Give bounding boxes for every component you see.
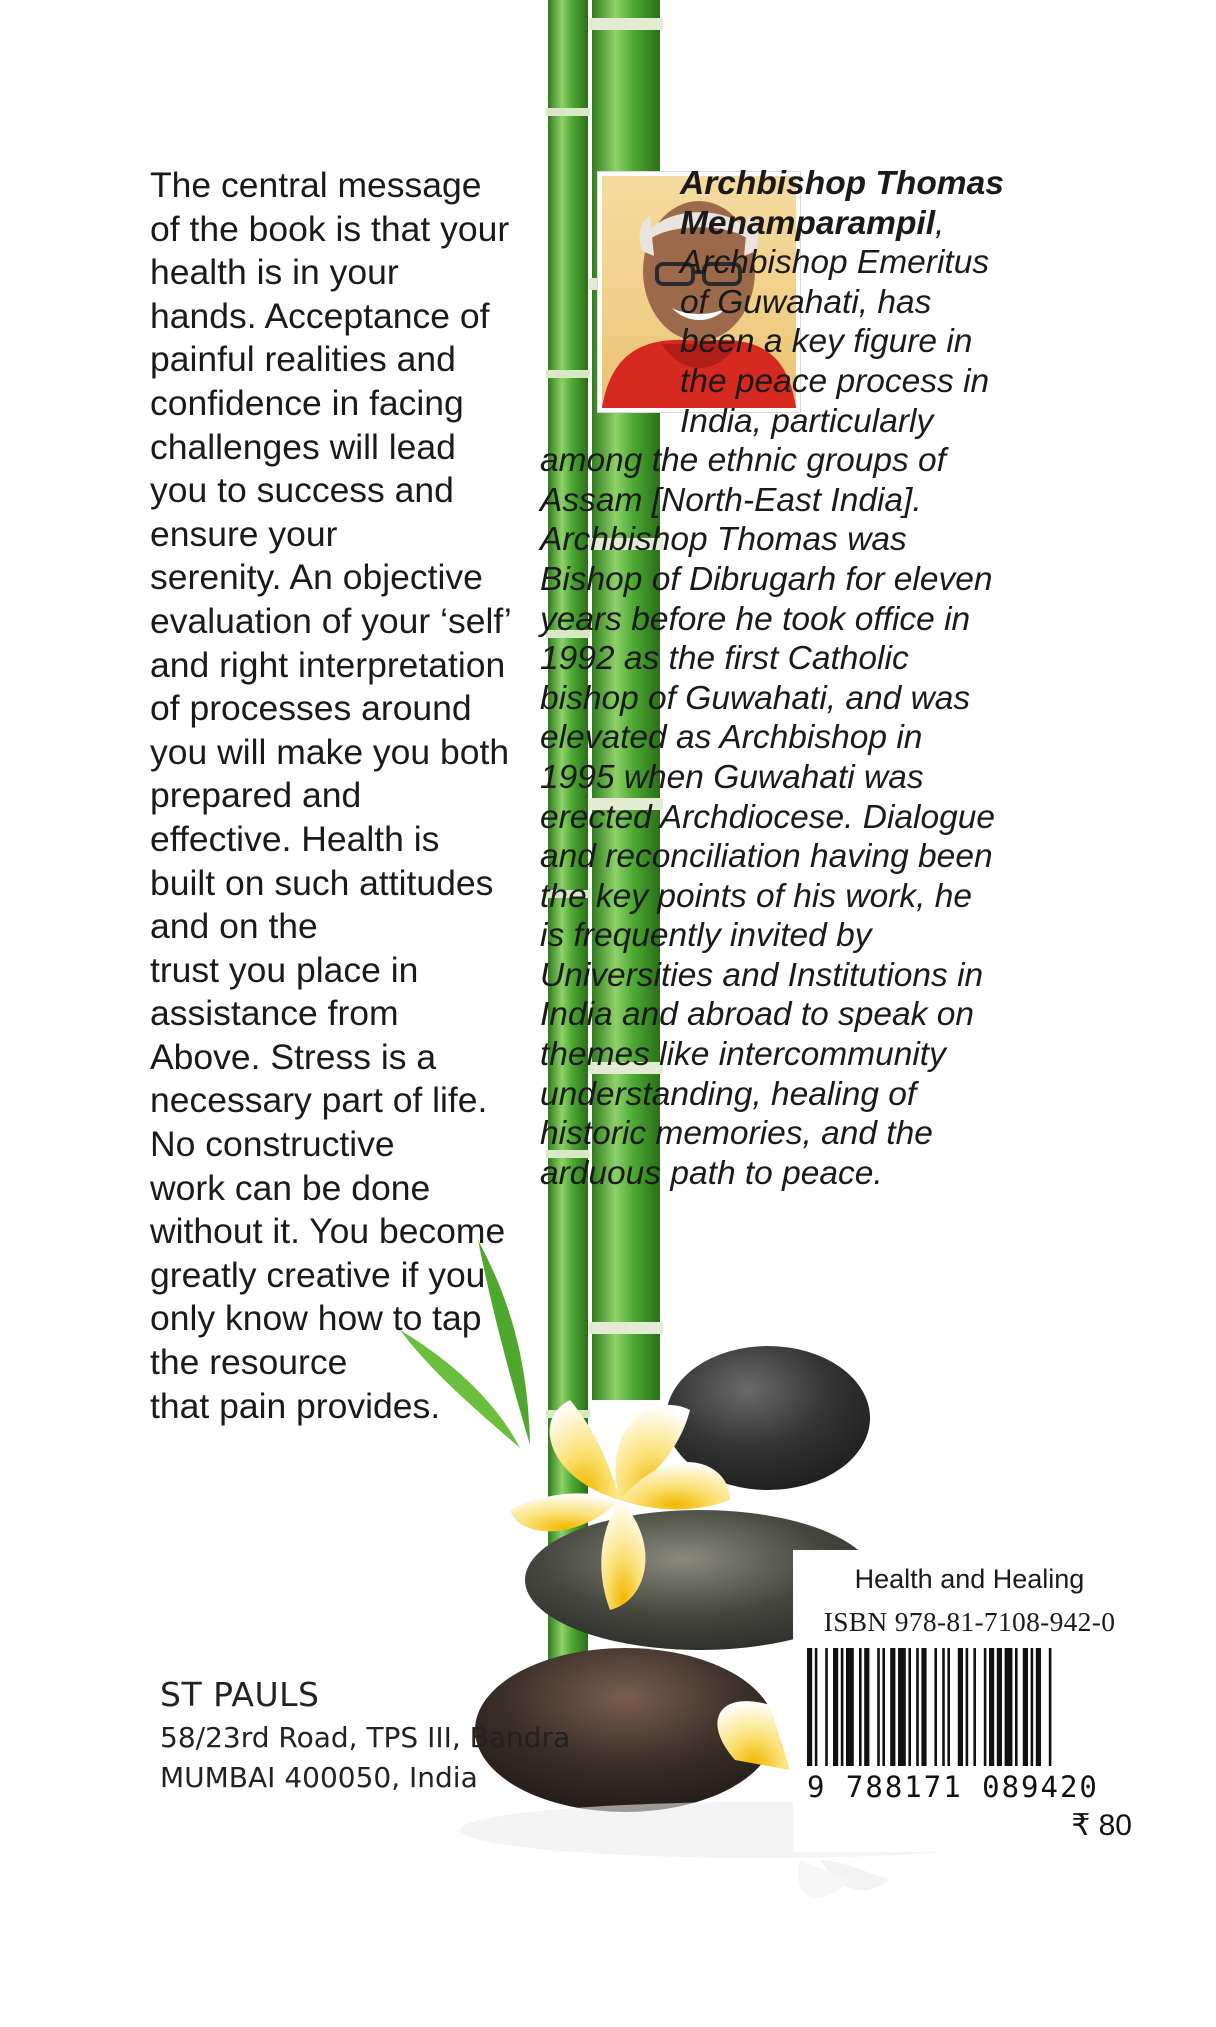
blurb-line: ensure your xyxy=(150,513,338,554)
bio-line: historic memories, and the xyxy=(540,1115,933,1153)
blurb-line: trust you place in xyxy=(150,949,419,990)
blurb-line: necessary part of life. xyxy=(150,1080,488,1121)
blurb-line: the resource xyxy=(150,1342,348,1383)
barcode-book-title: Health and Healing xyxy=(854,1564,1085,1594)
publisher-name: ST PAULS xyxy=(160,1675,320,1714)
isbn-barcode xyxy=(807,1648,1133,1766)
bio-line: arduous path to peace. xyxy=(540,1154,883,1192)
blurb-line: work can be done xyxy=(150,1167,431,1208)
bio-line: 1995 when Guwahati was xyxy=(540,758,924,796)
barcode-bar xyxy=(1023,1648,1028,1766)
bio-line: bishop of Guwahati, and was xyxy=(540,679,971,717)
barcode-bar xyxy=(958,1648,963,1766)
barcode-bar xyxy=(989,1648,994,1766)
blurb-line: greatly creative if you xyxy=(150,1254,486,1295)
blurb-line: prepared and xyxy=(150,775,362,816)
barcode-bar xyxy=(1015,1648,1018,1766)
blurb-line: of processes around xyxy=(150,688,472,729)
barcode-bar xyxy=(908,1648,911,1766)
blurb-line: that pain provides. xyxy=(150,1385,441,1426)
blurb-line: you to success and xyxy=(150,470,454,511)
bio-line: India and abroad to speak on xyxy=(540,996,974,1034)
bio-line: been a key figure in xyxy=(680,323,973,361)
barcode-digits: 9 788171 089420 xyxy=(807,1770,1099,1804)
bio-line: understanding, healing of xyxy=(540,1075,917,1113)
barcode-bar xyxy=(1031,1648,1034,1766)
blurb-line: confidence in facing xyxy=(150,382,464,423)
barcode-bar xyxy=(825,1648,828,1766)
barcode-bar xyxy=(882,1648,885,1766)
blurb-line: No constructive xyxy=(150,1124,395,1165)
bio-line: is frequently invited by xyxy=(540,917,872,955)
bio-line: themes like intercommunity xyxy=(540,1036,946,1074)
bio-line: Archbishop Emeritus xyxy=(680,244,990,282)
barcode-bar xyxy=(841,1648,844,1766)
publisher-block xyxy=(160,1672,570,1798)
blurb-line: you will make you both xyxy=(150,731,510,772)
barcode-bar xyxy=(859,1648,862,1766)
bio-line: the key points of his work, he xyxy=(540,877,972,915)
barcode-bar xyxy=(833,1648,838,1766)
bio-line: of Guwahati, has xyxy=(680,283,932,321)
barcode-bar xyxy=(890,1648,895,1766)
author-name-bold: Menamparampil xyxy=(680,204,936,242)
bio-lines-beside-photo xyxy=(680,243,1200,441)
bio-line: Assam [North-East India]. xyxy=(540,481,922,519)
barcode-bar xyxy=(984,1648,987,1766)
blurb-line: without it. You become xyxy=(150,1211,506,1252)
barcode-bar xyxy=(898,1648,906,1766)
bio-line: and reconciliation having been xyxy=(540,838,993,876)
blurb-line: challenges will lead xyxy=(150,426,456,467)
blurb-line: effective. Health is xyxy=(150,818,440,859)
blurb-line: built on such attitudes xyxy=(150,862,494,903)
barcode-bar xyxy=(877,1648,880,1766)
barcode-bar xyxy=(966,1648,969,1766)
blurb-line: hands. Acceptance of xyxy=(150,295,490,336)
author-bio xyxy=(540,164,1200,1193)
blurb-line: and right interpretation xyxy=(150,644,506,685)
bio-line: 1992 as the first Catholic xyxy=(540,640,909,678)
barcode-bar xyxy=(942,1648,945,1766)
barcode-bar xyxy=(1049,1648,1052,1766)
blurb-line: Above. Stress is a xyxy=(150,1036,437,1077)
isbn-text: ISBN 978-81-7108-942-0 xyxy=(823,1606,1116,1637)
barcode-bar xyxy=(815,1648,818,1766)
barcode-box xyxy=(793,1550,1146,1852)
author-name-line1: Archbishop Thomas xyxy=(680,165,1004,202)
book-blurb xyxy=(150,164,550,1428)
blurb-line: painful realities and xyxy=(150,339,456,380)
bio-line: the peace process in xyxy=(680,362,990,400)
blurb-line: of the book is that your xyxy=(150,208,510,249)
bio-line: elevated as Archbishop in xyxy=(540,719,923,757)
blurb-line: health is in your xyxy=(150,252,399,293)
blurb-line: and on the xyxy=(150,906,318,947)
barcode-bar xyxy=(916,1648,919,1766)
author-name-line2 xyxy=(680,204,1200,244)
bio-line: years before he took office in xyxy=(540,600,971,638)
bio-line: Universities and Institutions in xyxy=(540,956,984,994)
blurb-line: only know how to tap xyxy=(150,1298,482,1339)
bio-line: among the ethnic groups of xyxy=(540,442,946,480)
bio-line: erected Archdiocese. Dialogue xyxy=(540,798,995,836)
bio-lines-full-width xyxy=(540,441,1200,1193)
barcode-bar xyxy=(934,1648,937,1766)
price-label: ₹ 80 xyxy=(1071,1809,1132,1842)
barcode-bar xyxy=(947,1648,950,1766)
blurb-line: evaluation of your ‘self’ xyxy=(150,600,512,641)
barcode-bar xyxy=(846,1648,854,1766)
blurb-line: The central message xyxy=(150,165,482,205)
barcode-bar xyxy=(1036,1648,1041,1766)
publisher-address-line2: MUMBAI 400050, India xyxy=(160,1761,478,1794)
bio-line: Bishop of Dibrugarh for eleven xyxy=(540,560,993,598)
publisher-address-line1: 58/23rd Road, TPS III, Bandra xyxy=(160,1721,571,1754)
barcode-bar xyxy=(864,1648,869,1766)
barcode-bar xyxy=(1005,1648,1013,1766)
barcode-bar xyxy=(997,1648,1002,1766)
barcode-bar xyxy=(921,1648,926,1766)
blurb-line: serenity. An objective xyxy=(150,557,483,598)
barcode-bar xyxy=(807,1648,812,1766)
bio-line: India, particularly xyxy=(680,402,934,440)
blurb-line: assistance from xyxy=(150,993,399,1034)
bio-line: Archbishop Thomas was xyxy=(540,521,907,559)
author-name-comma: , xyxy=(935,204,945,242)
barcode-bar xyxy=(973,1648,976,1766)
